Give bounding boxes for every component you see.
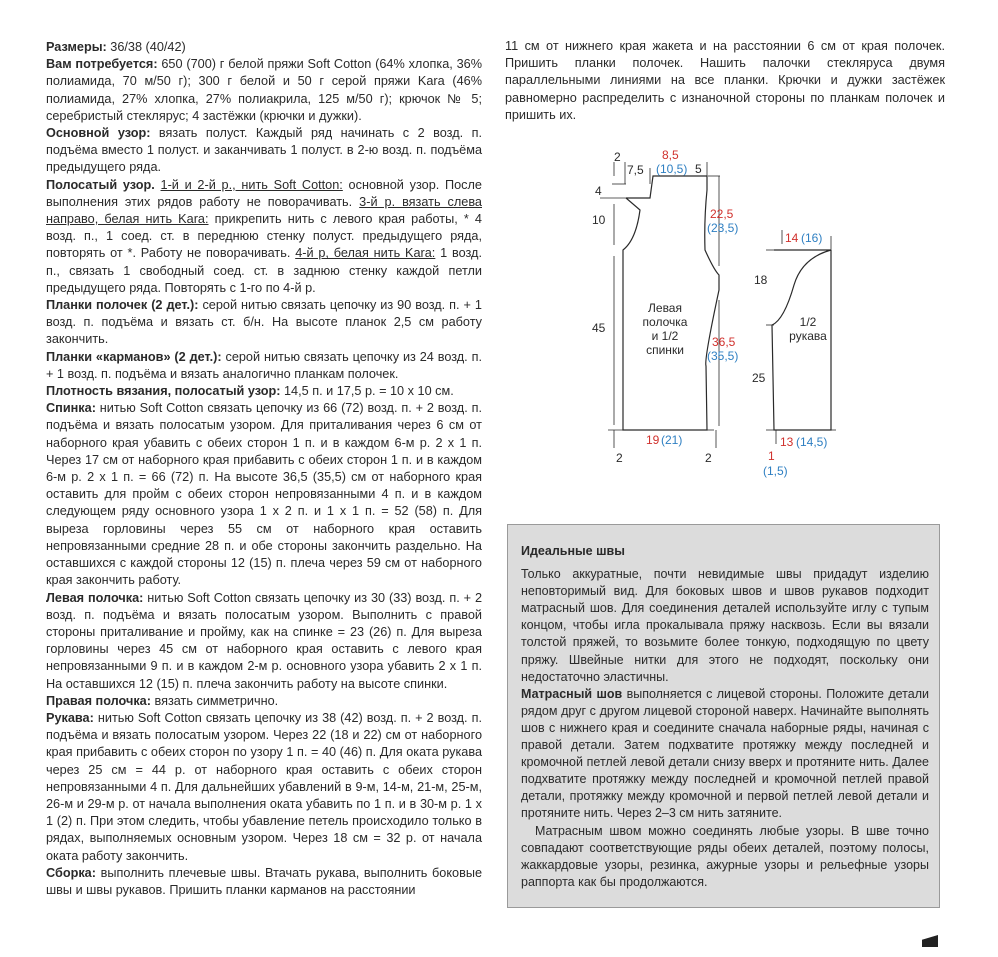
dim-bottom-21: (21) bbox=[661, 433, 683, 447]
tip-box-content bbox=[521, 543, 929, 891]
tip-paragraph-3: Матрасным швом можно соединять любые узоры. В шве точно совпадают соответствующие ряды обеих деталей, поэтому полосы, жаккардовые узоры, резинка, ажурные узоры и рельефные узоры раппорта как бы продолжаются. bbox=[521, 823, 929, 889]
dim-5: 5 bbox=[695, 162, 702, 176]
dim-bottom-19: 19 bbox=[646, 433, 660, 447]
front-piece-label-2: полочка bbox=[642, 315, 688, 329]
dim-sleeve-18: 18 bbox=[754, 273, 768, 287]
left-front-paragraph: Левая полочка: нитью Soft Cotton связать цепочку из 30 (33) возд. п. + 2 возд. п. подъёма и вязать полосатым узором. Выполнить с правой стороны приталивание и пройму, как на спинке = 23 (26) п. Для выреза горловины через 45 см от наборного края оставить с левого края непровязанными 9 п. и в каждом 2-м р. основного узора убавить 2 х 1 п. На оставшихся 12 (15) п. плеча закончить работу на высоте спинки. bbox=[46, 590, 483, 691]
dim-sleeve-25: 25 bbox=[752, 371, 766, 385]
front-piece-label-3: и 1/2 bbox=[651, 329, 679, 343]
sleeve-piece-label-2: рукава bbox=[789, 329, 827, 343]
dim-sleeve-top-16: (16) bbox=[801, 231, 823, 245]
sleeve-paragraph: Рукава: нитью Soft Cotton связать цепочку из 38 (42) возд. п. + 2 возд. п. подъёма и вязать полосатым узором. Через 22 (18 и 22) см от наборного края прибавить с обеих сторон по узору 1 п. = 40 (46) п. Для оката рукава через 25 см = 44 р. от наборного края оставить с обеих сторон непровязанными 4 п. Для дальнейших убавлений в 9-м, 14-м, 21-м, 25-м, 26-м и 29-м р. от начала выполнения оката убавить по 1 п. и в 30-м р. 1 х 1 (2) п. При этом следить, чтобы убавление петель происходило только в рядах, выполняемых основным узором. Через 18 см = 32 р. от начала оката работу закончить. bbox=[46, 710, 482, 863]
tip-paragraph-2: Матрасный шов выполняется с лицевой стороны. Положите детали рядом друг с другом лицевой стороной наверх. Начинайте выполнять шов с нижнего края и соедините сначала наборные ряды, начиная с правой детали. Затем подхватите протяжку между последней и кромочной петлей левой детали снизу вверх и протяните нить. Далее подхватите протяжку между последней и кромочной петлей правой детали, протяжку между кромочной и первой петлей левой детали и протяните нить. Через 2–3 см нить затяните. bbox=[521, 686, 929, 821]
assembly-continuation bbox=[505, 38, 945, 124]
sizes-paragraph: Размеры: 36/38 (40/42) bbox=[46, 40, 186, 54]
dim-neck-10-5: (10,5) bbox=[656, 162, 688, 176]
dim-7-5: 7,5 bbox=[627, 163, 644, 177]
dim-sleeve-1: 1 bbox=[768, 449, 775, 463]
dim-bottom-left-2: 2 bbox=[616, 451, 623, 465]
dim-sleeve-top-14: 14 bbox=[785, 231, 799, 245]
stripe-pattern-paragraph: Полосатый узор. 1-й и 2-й р., нить Soft Cotton: основной узор. После выполнения этих рядов работу не поворачивать. 3-й р. вязать слева направо, белая нить Kara: прикрепить нить с левого края работы, * 4 возд. п., 1 соед. ст. в переднюю стенку полуст. предыдущего ряда, повторять от *. Работу не поворачивать. 4-й р, белая нить Kara: 1 возд. п., связать 1 свободный соед. ст. в заднюю стенку каждой петли предыдущего ряда. Повторять с 1-го по 4-й р. bbox=[46, 177, 482, 295]
right-front-paragraph: Правая полочка: вязать симметрично. bbox=[46, 693, 279, 708]
dim-45: 45 bbox=[592, 321, 606, 335]
instructions-column bbox=[46, 39, 482, 899]
pocket-bands-paragraph: Планки «карманов» (2 дет.): серой нитью связать цепочку из 24 возд. п. + 1 возд. п. подъёма и вязать аналогично планкам полочек. bbox=[46, 349, 482, 381]
dim-sleeve-1-5: (1,5) bbox=[763, 464, 788, 478]
dim-neck-8-5: 8,5 bbox=[662, 148, 679, 162]
front-bands-paragraph: Планки полочек (2 дет.): серой нитью связать цепочку из 90 возд. п. + 1 возд. п. подъёма и вязать ст. б/н. На высоте планок 2,5 см работу закончить. bbox=[46, 298, 482, 347]
dim-22-5: 22,5 bbox=[710, 207, 734, 221]
dim-sleeve-bottom-13: 13 bbox=[780, 435, 794, 449]
assembly-paragraph: Сборка: выполнить плечевые швы. Втачать рукава, выполнить боковые швы и швы рукавов. Пришить планки карманов на расстоянии bbox=[46, 865, 482, 897]
dim-top-left-2: 2 bbox=[614, 150, 621, 164]
dim-sleeve-bottom-14-5: (14,5) bbox=[796, 435, 828, 449]
tip-box-title: Идеальные швы bbox=[521, 544, 625, 558]
materials-paragraph: Вам потребуется: 650 (700) г белой пряжи Soft Cotton (64% хлопка, 36% полиамида, 70 м/50 г); 300 г белой и 50 г серой пряжи Kara (46% полиамида, 27% хлопка, 27% полиакрила, 125 м/50 г); крючок № 5; серебристый стеклярус; 4 застёжки (крючки и дужки). bbox=[46, 57, 483, 123]
tip-paragraph-1: Только аккуратные, почти невидимые швы придадут изделию неповторимый вид. Для боковых швов и швов рукавов подходит матрасный шов. Для соединения деталей используйте иглу с тупым концом, чтобы игла прокалывала пряжу насквозь. Если вы вязали толстой пряжей, то возьмите более тонкую, подходящую по цвету пряжу. Швейные нитки для этого не подходят, поскольку они недостаточно эластичны. bbox=[521, 567, 929, 684]
tip-box bbox=[507, 524, 940, 908]
dim-bottom-right-2: 2 bbox=[705, 451, 712, 465]
dim-36-5: 36,5 bbox=[712, 335, 736, 349]
gauge-paragraph: Плотность вязания, полосатый узор: 14,5 п. и 17,5 р. = 10 х 10 см. bbox=[46, 384, 454, 399]
dim-10: 10 bbox=[592, 213, 606, 227]
dim-4: 4 bbox=[595, 184, 602, 198]
back-paragraph: Спинка: нитью Soft Cotton связать цепочку из 66 (72) возд. п. + 2 возд. п. подъёма и вязать полосатым узором. Для приталивания через 6 см от наборного края убавить с обеих сторон 1 п. и в каждом 6-м р. 2 х 1 п. Через 17 см от наборного края прибавить с обеих сторон 1 п. и в каждом 6-м р. 2 х 1 п. = 66 (72) п. На высоте 36,5 (35,5) см от наборного края оставить для пройм с обеих сторон непровязанными 4 п. и в каждом следующем ряду основного узора 1 х 2 п. и 1 х 1 п. = 52 (58) п. Для выреза горловины через 55 см от наборного края оставить непровязанными средние 28 п. и обе стороны закончить раздельно. На оставшихся с каждой стороны 12 (15) п. плеча через 59 см от наборного края закончить работу. bbox=[46, 401, 482, 588]
pattern-schematic bbox=[590, 140, 850, 480]
assembly-continuation-text: 11 см от нижнего края жакета и на расстоянии 6 см от края полочек. Пришить планки полочек. Нашить палочки стекляруса двумя параллельными линиями на все планки. Крючки и дужки застёжек равномерно распределить с изнаночной стороны по планкам полочек и пришить их. bbox=[505, 39, 945, 122]
main-pattern-paragraph: Основной узор: вязать полуст. Каждый ряд начинать с 2 возд. п. подъёма вместо 1 полуст. и заканчивать 1 полуст. в 2-ю возд. п. подъёма предыдущего ряда. bbox=[46, 126, 483, 175]
dim-35-5: (35,5) bbox=[707, 349, 739, 363]
dim-23-5: (23,5) bbox=[707, 221, 739, 235]
page-corner-mark bbox=[922, 935, 938, 947]
front-piece-label-1: Левая bbox=[648, 301, 682, 315]
front-piece-label-4: спинки bbox=[646, 343, 684, 357]
sleeve-piece-label-1: 1/2 bbox=[799, 315, 817, 329]
